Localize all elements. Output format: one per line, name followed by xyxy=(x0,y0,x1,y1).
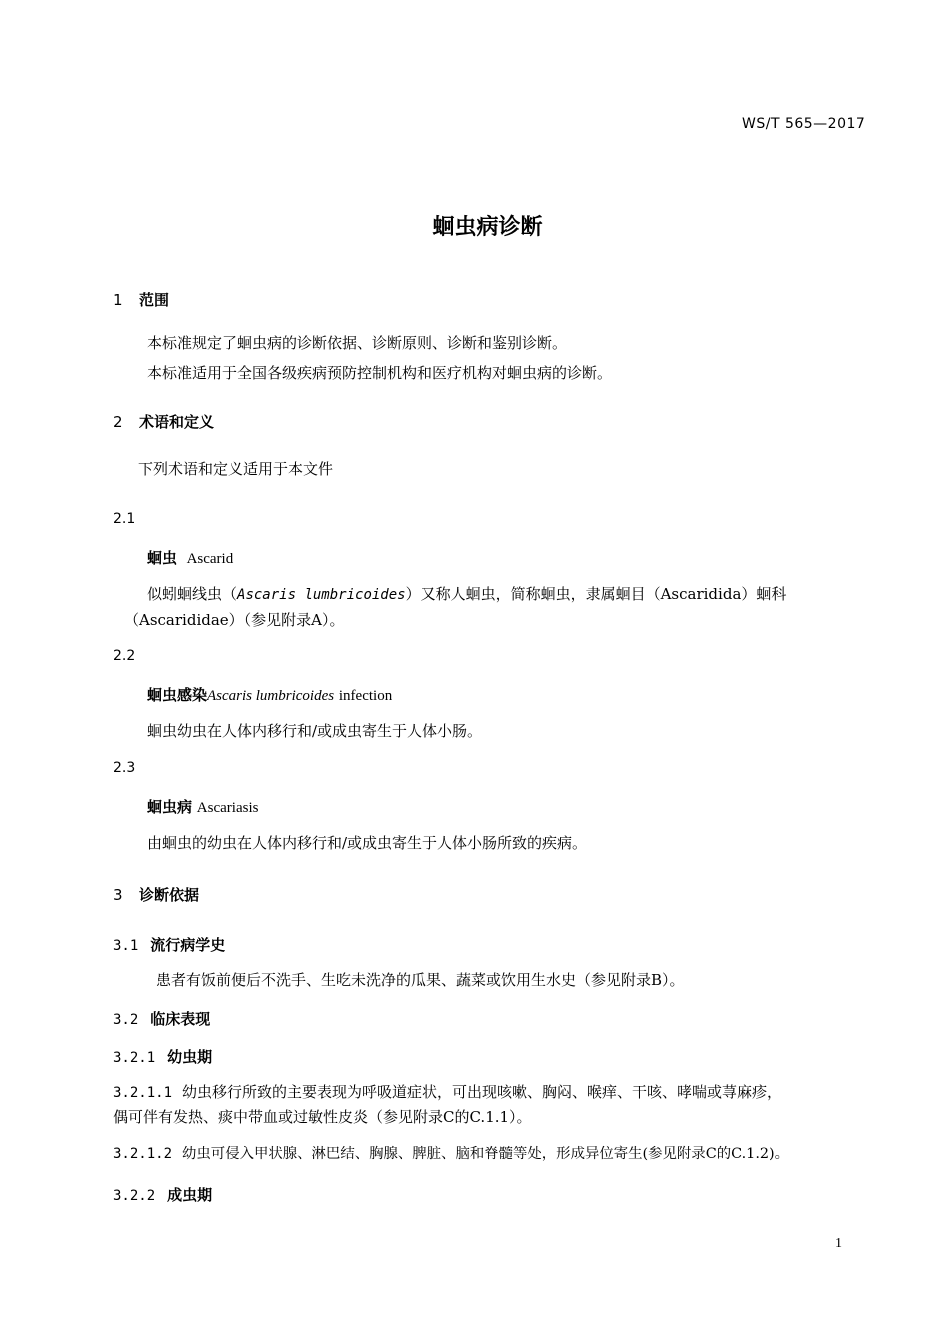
term-definition: 蛔虫幼虫在人体内移行和/或成虫寄生于人体小肠。 xyxy=(147,722,483,740)
section-2-heading xyxy=(113,411,214,432)
term-definition: 由蛔虫的幼虫在人体内移行和/或成虫寄生于人体小肠所致的疾病。 xyxy=(147,834,588,852)
def-text: ）又称人蛔虫，简称蛔虫，隶属蛔目（Ascaridida）蛔科 xyxy=(405,585,787,603)
subsection-number: 3.2 xyxy=(113,1012,139,1028)
term-latin: Ascaris lumbricoides xyxy=(207,688,335,704)
section-number: 2 xyxy=(113,413,123,431)
paragraph-number: 3.2.1.2 xyxy=(113,1146,173,1162)
subsection-number: 3.2.1 xyxy=(113,1050,156,1066)
section-title: 诊断依据 xyxy=(139,886,200,904)
terms-intro: 下列术语和定义适用于本文件 xyxy=(138,460,334,478)
term-number: 2.2 xyxy=(113,648,136,664)
term-heading xyxy=(147,796,258,817)
def-text: 似蚓蛔线虫（ xyxy=(147,585,238,603)
subsection-title: 临床表现 xyxy=(150,1010,211,1028)
term-definition-line-2: （Ascarididae）（参见附录A）。 xyxy=(124,611,345,629)
scope-para-1: 本标准规定了蛔虫病的诊断依据、诊断原则、诊断和鉴别诊断。 xyxy=(147,334,568,352)
paragraph-text: 幼虫可侵入甲状腺、淋巴结、胸腺、脾脏、脑和脊髓等处，形成异位寄生(参见附录C的C.1.2)。 xyxy=(182,1146,790,1162)
section-number: 1 xyxy=(113,291,123,309)
subsection-number: 3.2.2 xyxy=(113,1188,156,1204)
subsection-number: 3.1 xyxy=(113,938,139,954)
section-1-heading xyxy=(113,289,169,310)
standard-code: WS/T 565—2017 xyxy=(742,116,866,132)
document-title: 蛔虫病诊断 xyxy=(432,215,543,240)
term-en: infection xyxy=(338,688,393,704)
subsection-3-2-1-heading xyxy=(113,1046,212,1067)
term-zh: 蛔虫感染 xyxy=(147,686,208,704)
subsection-title: 成虫期 xyxy=(167,1186,213,1204)
para-3-2-1-2 xyxy=(113,1140,789,1168)
section-title: 术语和定义 xyxy=(139,413,215,431)
term-number: 2.3 xyxy=(113,760,136,776)
term-definition-line-1 xyxy=(147,580,786,609)
section-title: 范围 xyxy=(139,291,170,309)
paragraph-number: 3.2.1.1 xyxy=(113,1085,173,1101)
paragraph-text: 幼虫移行所致的主要表现为呼吸道症状，可出现咳嗽、胸闷、喉痒、干咳、哮喘或荨麻疹， xyxy=(182,1083,783,1101)
latin-name: Ascaris lumbricoides xyxy=(237,587,406,603)
term-heading xyxy=(147,684,392,705)
term-heading xyxy=(147,547,233,568)
term-en: Ascariasis xyxy=(196,800,259,816)
term-en: Ascarid xyxy=(186,551,234,567)
term-zh: 蛔虫 xyxy=(147,549,178,567)
term-number: 2.1 xyxy=(113,511,136,527)
subsection-title: 幼虫期 xyxy=(167,1048,213,1066)
epidemiology-para: 患者有饭前便后不洗手、生吃未洗净的瓜果、蔬菜或饮用生水史（参见附录B）。 xyxy=(156,971,685,989)
page-number: 1 xyxy=(835,1236,842,1251)
subsection-title: 流行病学史 xyxy=(150,936,226,954)
term-zh: 蛔虫病 xyxy=(147,798,193,816)
scope-para-2: 本标准适用于全国各级疾病预防控制机构和医疗机构对蛔虫病的诊断。 xyxy=(147,364,613,382)
subsection-3-1-heading xyxy=(113,934,225,955)
para-3-2-1-1-line-2: 偶可伴有发热、痰中带血或过敏性皮炎（参见附录C的C.1.1）。 xyxy=(113,1108,532,1126)
subsection-3-2-2-heading xyxy=(113,1184,212,1205)
subsection-3-2-heading xyxy=(113,1008,210,1029)
section-3-heading xyxy=(113,884,199,905)
section-number: 3 xyxy=(113,886,123,904)
